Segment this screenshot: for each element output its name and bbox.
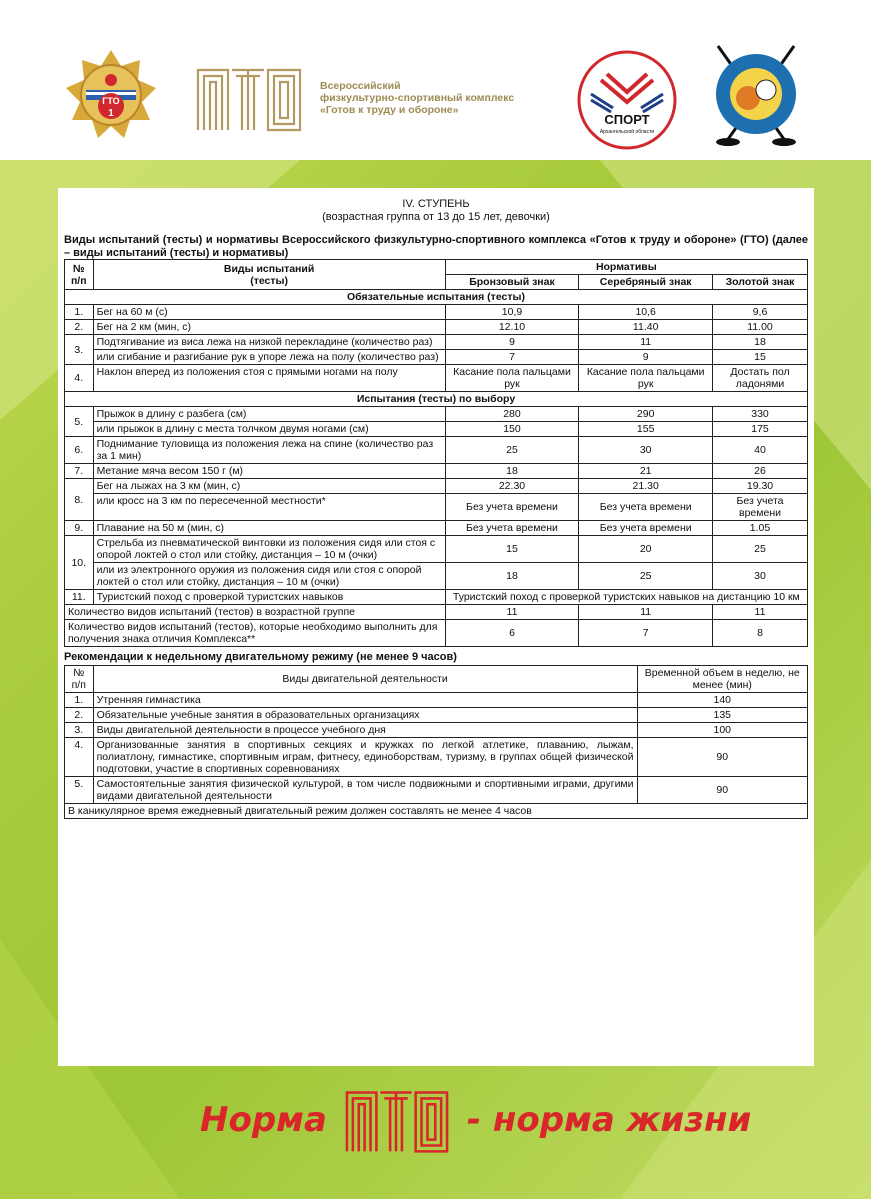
row-num: 11. <box>65 590 94 605</box>
t2-row-activity: Организованные занятия в спортивных секциях и кружках по легкой атлетике, плаванию, лыжам, полиатлону, гимнастике, спортивным играм, фитнесу, единоборствам, туризму, в группах общей физической подготовки, участие в спортивных соревнованиях <box>93 738 637 777</box>
row-gold: 40 <box>713 437 808 464</box>
row-num: 4. <box>65 365 94 392</box>
table-row <box>65 422 808 437</box>
table-row <box>65 305 808 320</box>
row-gold: 175 <box>713 422 808 437</box>
row-bronze: 10,9 <box>445 305 579 320</box>
row-gold: 25 <box>713 536 808 563</box>
row-bronze: 22.30 <box>445 479 579 494</box>
row-silver: Без учета времени <box>579 521 713 536</box>
needed-gold: 8 <box>713 620 808 647</box>
col-gold-header: Золотой знак <box>713 275 808 290</box>
brand-line-3: «Готов к труду и обороне» <box>320 104 459 116</box>
row-test: Стрельба из пневматической винтовки из положения сидя или стоя с опорой локтей о стол или стойку, дистанция – 10 м (очки) <box>93 536 445 563</box>
row-gold: 9,6 <box>713 305 808 320</box>
row-bronze: 150 <box>445 422 579 437</box>
row-bronze: Без учета времени <box>445 521 579 536</box>
count-label: Количество видов испытаний (тестов) в возрастной группе <box>65 605 446 620</box>
header-bar <box>0 0 871 160</box>
col-norms-header: Нормативы <box>445 260 807 275</box>
row-num: 7. <box>65 464 94 479</box>
table-row <box>65 350 808 365</box>
count-gold: 11 <box>713 605 808 620</box>
row-silver: 11 <box>579 335 713 350</box>
t2-row-num: 2. <box>65 708 94 723</box>
col-tests-line2: (тесты) <box>250 274 288 287</box>
row-silver: 9 <box>579 350 713 365</box>
table-row <box>65 335 808 350</box>
row-num: 6. <box>65 437 94 464</box>
t2-footer: В каникулярное время ежедневный двигательный режим должен составлять не менее 4 часов <box>65 804 808 819</box>
row-bronze: 12.10 <box>445 320 579 335</box>
row-test: или кросс на 3 км по пересеченной местности* <box>93 494 445 521</box>
row-test: Бег на 60 м (с) <box>93 305 445 320</box>
table-row <box>65 407 808 422</box>
row-gold: 15 <box>713 350 808 365</box>
t2-col-num: № п/п <box>65 666 94 693</box>
row-gold: Достать пол ладонями <box>713 365 808 392</box>
row-bronze: 9 <box>445 335 579 350</box>
t2-row-volume: 100 <box>637 723 807 738</box>
t2-row-num: 4. <box>65 738 94 777</box>
row-test: Бег на 2 км (мин, с) <box>93 320 445 335</box>
row-gold: 26 <box>713 464 808 479</box>
recommendations-title: Рекомендации к недельному двигательному режиму (не менее 9 часов) <box>64 651 457 663</box>
t2-row-volume: 90 <box>637 738 807 777</box>
table-row <box>65 563 808 590</box>
row-gold: Без учета времени <box>713 494 808 521</box>
age-group: (возрастная группа от 13 до 15 лет, девочки) <box>322 211 550 223</box>
row-bronze: 25 <box>445 437 579 464</box>
row-gold: 330 <box>713 407 808 422</box>
row-num: 5. <box>65 407 94 437</box>
needed-silver: 7 <box>579 620 713 647</box>
row-merged-norm: Туристский поход с проверкой туристских навыков на дистанцию 10 км <box>445 590 807 605</box>
row-silver: Без учета времени <box>579 494 713 521</box>
col-tests-header <box>93 260 445 290</box>
table-row <box>65 693 808 708</box>
row-silver: 20 <box>579 536 713 563</box>
col-silver-header: Серебряный знак <box>579 275 713 290</box>
row-gold: 1.05 <box>713 521 808 536</box>
col-bronze-header: Бронзовый знак <box>445 275 579 290</box>
count-row <box>65 605 808 620</box>
row-bronze: 18 <box>445 464 579 479</box>
row-test: Подтягивание из виса лежа на низкой перекладине (количество раз) <box>93 335 445 350</box>
row-test: или прыжок в длину с места толчком двумя ногами (см) <box>93 422 445 437</box>
activity-table <box>64 665 808 819</box>
table-row <box>65 437 808 464</box>
row-silver: 11.40 <box>579 320 713 335</box>
row-test: Прыжок в длину с разбега (см) <box>93 407 445 422</box>
row-gold: 30 <box>713 563 808 590</box>
row-silver: 30 <box>579 437 713 464</box>
table-row <box>65 723 808 738</box>
section-optional: Испытания (тесты) по выбору <box>65 392 808 407</box>
row-silver: 155 <box>579 422 713 437</box>
row-bronze: Касание пола пальцами рук <box>445 365 579 392</box>
t2-row-volume: 140 <box>637 693 807 708</box>
count-silver: 11 <box>579 605 713 620</box>
section-required: Обязательные испытания (тесты) <box>65 290 808 305</box>
sport-arkhangelsk-logo <box>577 50 677 150</box>
t2-col-activity: Виды двигательной деятельности <box>93 666 637 693</box>
table-row <box>65 536 808 563</box>
row-num: 1. <box>65 305 94 320</box>
row-test: или сгибание и разгибание рук в упоре лежа на полу (количество раз) <box>93 350 445 365</box>
row-num: 2. <box>65 320 94 335</box>
row-test: Бег на лыжах на 3 км (мин, с) <box>93 479 445 494</box>
t2-row-activity: Обязательные учебные занятия в образовательных организациях <box>93 708 637 723</box>
row-test: или из электронного оружия из положения сидя или стоя с опорой локтей о стол или стойку, дистанция – 10 м (очки) <box>93 563 445 590</box>
count-bronze: 11 <box>445 605 579 620</box>
row-bronze: 18 <box>445 563 579 590</box>
row-bronze: 7 <box>445 350 579 365</box>
slogan-left: Норма <box>200 1100 327 1140</box>
gto-word-logo <box>196 64 302 132</box>
sport-logo-title: СПОРТ <box>604 112 650 127</box>
t2-row-activity: Утренняя гимнастика <box>93 693 637 708</box>
intro-text: Виды испытаний (тесты) и нормативы Всероссийского физкультурно-спортивного комплекса «Готов к труду и обороне» (ГТО) (далее – виды испытаний (тесты) и нормативы) <box>64 234 808 259</box>
row-gold: 11.00 <box>713 320 808 335</box>
brand-line-1: Всероссийский <box>320 80 401 92</box>
norms-table <box>64 259 808 647</box>
row-num: 8. <box>65 479 94 521</box>
t2-row-activity: Самостоятельные занятия физической культурой, в том числе подвижными и спортивными играми, другими видами двигательной деятельности <box>93 777 637 804</box>
row-test: Плавание на 50 м (мин, с) <box>93 521 445 536</box>
row-gold: 19.30 <box>713 479 808 494</box>
table-row <box>65 464 808 479</box>
row-bronze: 15 <box>445 536 579 563</box>
table-row <box>65 521 808 536</box>
table-row <box>65 708 808 723</box>
table-row <box>65 590 808 605</box>
brand-text <box>320 80 514 116</box>
slogan <box>200 1085 751 1155</box>
table-row <box>65 365 808 392</box>
row-test: Наклон вперед из положения стоя с прямыми ногами на полу <box>93 365 445 392</box>
row-num: 10. <box>65 536 94 590</box>
t2-col-volume: Временной объем в неделю, не менее (мин) <box>637 666 807 693</box>
needed-label: Количество видов испытаний (тестов), которые необходимо выполнить для получения знака отличия Комплекса** <box>65 620 446 647</box>
sport-logo-sub: Архангельской области <box>599 129 655 135</box>
row-silver: 10,6 <box>579 305 713 320</box>
row-gold: 18 <box>713 335 808 350</box>
row-silver: 21 <box>579 464 713 479</box>
table-row <box>65 320 808 335</box>
row-test: Туристский поход с проверкой туристских навыков <box>93 590 445 605</box>
table-row <box>65 738 808 777</box>
t2-row-num: 1. <box>65 693 94 708</box>
table-row <box>65 479 808 494</box>
row-num: 9. <box>65 521 94 536</box>
row-silver: Касание пола пальцами рук <box>579 365 713 392</box>
needed-row <box>65 620 808 647</box>
row-bronze: 280 <box>445 407 579 422</box>
row-bronze: Без учета времени <box>445 494 579 521</box>
center-mass-sport-logo <box>708 42 804 150</box>
medal-text-num: 1 <box>108 108 114 119</box>
row-test: Метание мяча весом 150 г (м) <box>93 464 445 479</box>
table-row <box>65 777 808 804</box>
row-num: 3. <box>65 335 94 365</box>
needed-bronze: 6 <box>445 620 579 647</box>
t2-row-num: 3. <box>65 723 94 738</box>
slogan-right: - норма жизни <box>466 1100 752 1140</box>
col-tests-line1: Виды испытаний <box>223 262 315 275</box>
document-sheet <box>58 188 814 1066</box>
brand-line-2: физкультурно-спортивный комплекс <box>320 92 515 104</box>
gto-medal-logo <box>64 48 158 142</box>
slogan-gto-logo <box>345 1086 449 1154</box>
row-test: Поднимание туловища из положения лежа на спине (количество раз за 1 мин) <box>93 437 445 464</box>
stage-title: IV. СТУПЕНЬ <box>402 198 470 210</box>
table-row <box>65 494 808 521</box>
document-content <box>64 198 808 819</box>
row-silver: 290 <box>579 407 713 422</box>
row-silver: 25 <box>579 563 713 590</box>
t2-row-volume: 90 <box>637 777 807 804</box>
row-silver: 21.30 <box>579 479 713 494</box>
medal-text-top: ГТО <box>102 96 120 106</box>
col-num-header: № п/п <box>65 260 94 290</box>
t2-row-volume: 135 <box>637 708 807 723</box>
t2-row-num: 5. <box>65 777 94 804</box>
t2-row-activity: Виды двигательной деятельности в процессе учебного дня <box>93 723 637 738</box>
